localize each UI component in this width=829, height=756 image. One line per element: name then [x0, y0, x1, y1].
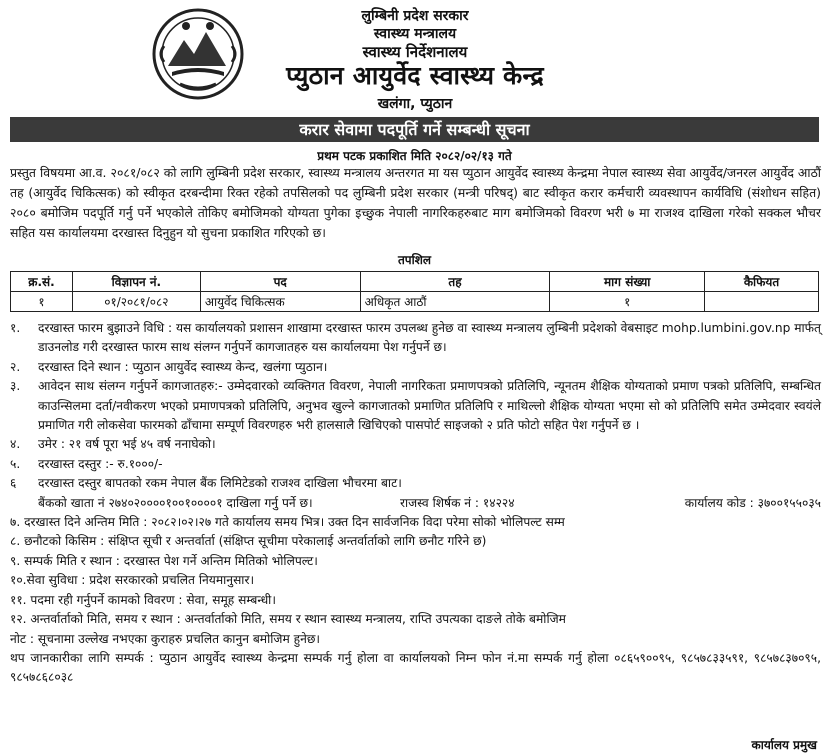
list-item [10, 435, 821, 454]
note-number: १. [10, 321, 21, 335]
notes-list [10, 319, 821, 688]
note-deadline: ७. दरखास्त दिने अन्तिम मिति : २०८२।०२।२७ गते कार्यालय समय भित्र। उक्त दिन सार्वजनिक विदा परेमा सोको भोलिपल्ट सम्म [10, 515, 565, 530]
list-item [10, 649, 821, 688]
office-code: कार्यालय कोड : ३७००१५५०३५ [684, 495, 821, 510]
cell-serial: १ [11, 292, 73, 312]
vacancy-table [10, 271, 819, 312]
list-item [10, 552, 821, 571]
notice-title: करार सेवामा पदपूर्ति गर्ने सम्बन्धी सूचना [10, 117, 819, 142]
col-post: पद [200, 272, 360, 292]
header-line-directorate: स्वास्थ्य निर्देशनालय [362, 43, 468, 61]
nepal-emblem-icon [150, 6, 246, 102]
note-form-method: दरखास्त फारम बुझाउने विधि : यस कार्यालयको प्रशासन शाखामा दरखास्त फारम उपलब्ध हुनेछ वा स्वास्थ्य मन्त्रालय लुम्बिनी प्रदेशको वेबसाइट mohp.lumbini.gov.np मार्फत् डाउनलोड गरी दरखास्त फारम साथ संलग्न गर्नुपर्ने कागजातहरु यस कार्यालयमा पेश गर्नुपर्ने छ। [38, 321, 821, 355]
list-item [10, 571, 821, 590]
cell-remarks [705, 292, 819, 312]
note-interview: १२. अन्तर्वार्ताको मिति, समय र स्थान : अन्तर्वार्ताको मिति, समय र स्थान स्वास्थ्य मन्त्रालय, राप्ति उपत्यका दाङले तोके बमोजिम [10, 612, 566, 627]
col-level: तह [360, 272, 550, 292]
cell-demand: १ [550, 292, 705, 312]
col-remarks: कैफियत [705, 272, 819, 292]
list-item [10, 591, 821, 610]
bank-details-row [10, 494, 821, 513]
list-item [10, 513, 821, 532]
note-fee-deposit: दरखास्त दस्तुर बापतको रकम नेपाल बैंक लिमिटेडको राजश्व दाखिला भौचरमा बाट। [38, 476, 402, 491]
note-number: ३. [10, 379, 21, 394]
bank-account: बैंकको खाता नं २७४०२००००१००१००००१ दाखिला गर्नु पर्ने छ। [38, 495, 313, 510]
list-item [10, 532, 821, 551]
note-benefits: १०.सेवा सुविधा : प्रदेश सरकारको प्रचलित नियमानुसार। [10, 573, 255, 588]
cell-advert-no: ०१/२०८१/०८२ [72, 292, 200, 312]
list-item [10, 474, 821, 493]
list-item [10, 358, 821, 377]
list-item [10, 377, 821, 435]
table-caption: तपशिल [397, 253, 432, 267]
note-contact-info: थप जानकारीका लागि सम्पर्क : प्युठान आयुर्वेद स्वास्थ्य केन्द्रमा सम्पर्क गर्नु होला वा कार्यालयको निम्न फोन नं.मा सम्पर्क गर्नु होला ०८६५९००९५, ९८५७८३३५९१, ९८५७८३७०९५, ९८५७८६८०३८ [10, 650, 821, 685]
list-item [10, 319, 821, 358]
note-number: २. [10, 359, 21, 374]
col-serial: क्र.सं. [11, 272, 73, 292]
published-date: प्रथम पटक प्रकाशित मिति २०८२/०२/१३ गते [317, 149, 512, 163]
note-contact-date: ९. सम्पर्क मिति र स्थान : दरखास्त पेश गर्ने अन्तिम मितिको भोलिपल्ट। [10, 553, 318, 568]
intro-paragraph: प्रस्तुत विषयमा आ.व. २०८१/०८२ को लागि लुम्बिनी प्रदेश सरकार, स्वास्थ्य मन्त्रालय अन्तरगत मा यस प्युठान आयुर्वेद स्वास्थ्य केन्द्रमा नेपाल स्वास्थ्य सेवा आयुर्वेद/जनरल आयुर्वेद आठौं तह (आयुर्वेद चिकित्सक) को स्वीकृत दरबन्दीमा रिक्त रहेको तपसिलको पद लुम्बिनी प्रदेश सरकार (मन्त्री परिषद्) बाट स्वीकृत करार कर्मचारी व्यवस्थापन कार्यविधि (संशोधन सहित) २०८० बमोजिम पदपूर्ति गर्नु पर्ने भएकोले तोकिए बमोजिमको योग्यता पुगेका इच्छुक नेपाली नागरिकहरुबाट माग बमोजिमको विवरण भरी ७ मा राजश्व दाखिला गरेको सक्कल भौचर सहित यस कार्यालयमा दरखास्त दिनुहुन यो सुचना प्रकाशित गरिएको छ। [10, 165, 821, 240]
cell-post: आयुर्वेद चिकित्सक [200, 292, 360, 312]
header-line-ministry: स्वास्थ्य मन्त्रालय [373, 26, 457, 42]
note-documents: आवेदन साथ संलग्न गर्नुपर्ने कागजातहरु:- उम्मेदवारको व्यक्तिगत विवरण, नेपाली नागरिकता प्रमाणपत्रको प्रतिलिपि, न्यूनतम शैक्षिक योग्यताको प्रमाण पत्रको प्रतिलिपि, सम्बन्धित काउन्सिलमा दर्ता/नवीकरण भएको प्रमाणपत्रको प्रतिलिपि, अनुभव खुल्ने कागजातको प्रमाणित प्रतिलिपि र माथिल्लो शैक्षिक योग्यता भएमा सो को प्रतिलिपि समेत उम्मेदवार स्वयंले प्रमाणित गरी लोकसेवा फारमको ढाँचामा सम्पूर्ण विवरणहरु भरी हालसालै खिचिएको पासपोर्ट साइजको २ प्रति फोटो सहित पेश गर्नुपर्ने छ । [38, 379, 821, 433]
list-item [10, 630, 821, 649]
note-submit-place: दरखास्त दिने स्थान : प्युठान आयुर्वेद स्वास्थ्य केन्द, खलंगा प्युठान। [38, 359, 328, 374]
list-item [10, 455, 821, 474]
note-number: ४. [10, 437, 21, 452]
col-advert-no: विज्ञापन नं. [72, 272, 200, 292]
revenue-heading: राजस्व शिर्षक नं : १४२२४ [400, 495, 515, 510]
office-name: प्युठान आयुर्वेद स्वास्थ्य केन्द्र [286, 61, 544, 90]
cell-level: अधिकृत आठौं [360, 292, 550, 312]
note-legal: नोट : सूचनामा उल्लेख नभएका कुराहरु प्रचलित कानुन बमोजिम हुनेछ। [10, 631, 321, 646]
table-row [11, 292, 819, 312]
table-header-row [11, 272, 819, 292]
list-item [10, 610, 821, 629]
note-job-description: ११. पदमा रही गर्नुपर्ने कामको विवरण : सेवा, समूह सम्बन्धी। [10, 592, 276, 607]
col-demand: माग संख्या [550, 272, 705, 292]
note-age: उमेर : २१ वर्ष पूरा भई ४५ वर्ष ननाघेको। [38, 437, 216, 452]
note-number: ५. [10, 456, 21, 471]
note-number: ६ [10, 476, 17, 491]
note-selection: ८. छनौटको किसिम : संक्षिप्त सूची र अन्तर्वार्ता (संक्षिप्त सूचीमा परेकालाई अन्तर्वार्ताको लागि छनौट गरिने छ) [10, 534, 487, 549]
office-chief-signature: कार्यालय प्रमुख [751, 738, 817, 752]
office-address: खलंगा, प्युठान [377, 96, 453, 112]
header-line-province: लुम्बिनी प्रदेश सरकार [361, 8, 469, 24]
note-fee: दरखास्त दस्तुर :- रु.१०००/- [38, 456, 163, 471]
